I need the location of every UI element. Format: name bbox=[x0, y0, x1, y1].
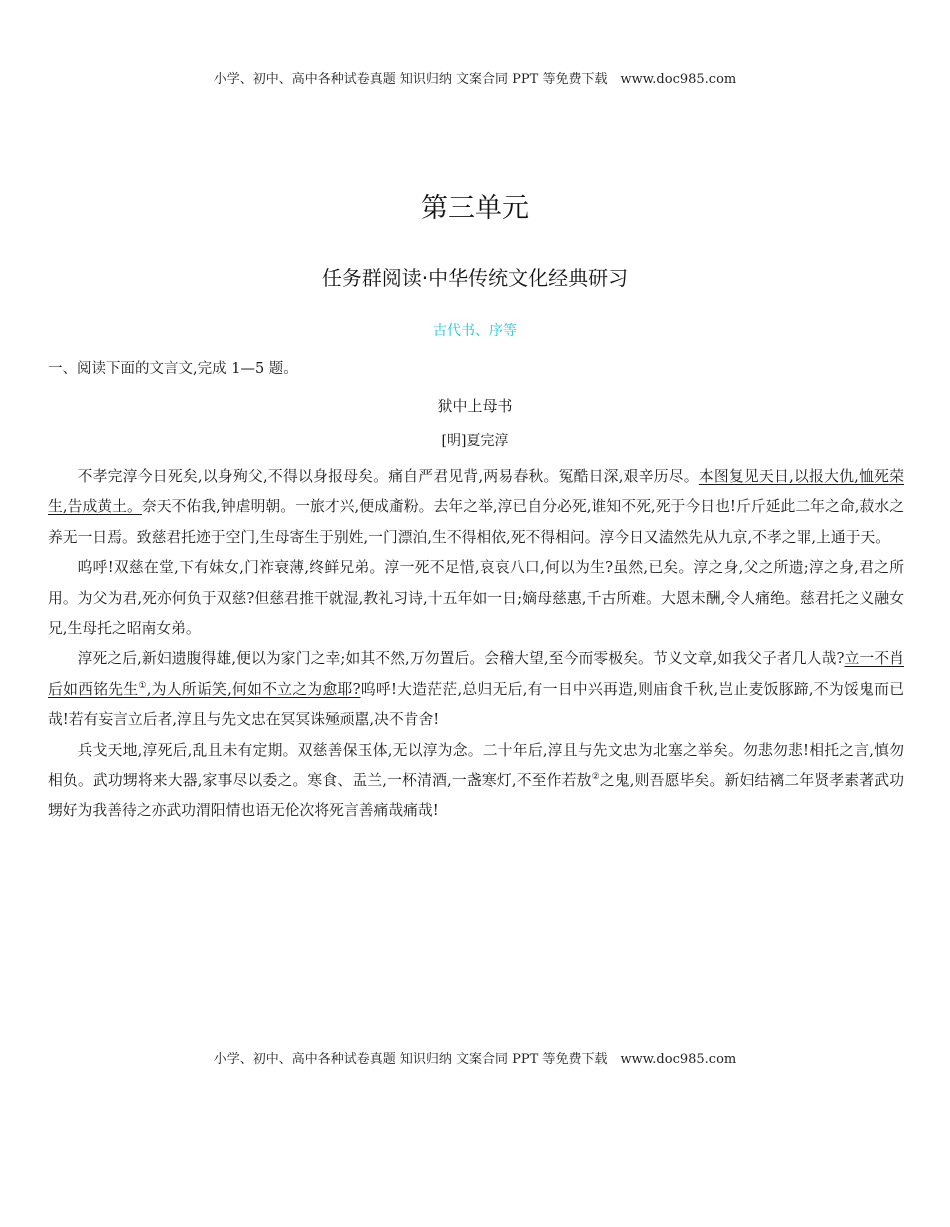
section-label: 古代书、序等 bbox=[433, 323, 517, 339]
text-segment: 淳死之后,新妇遗腹得雄,便以为家门之幸;如其不然,万勿置后。会稽大望,至今而零极矣。节义文章,如我父子者几人哉? bbox=[77, 650, 845, 668]
text-segment: 呜呼!双慈在堂,下有妹女,门祚衰薄,终鲜兄弟。淳一死不足惜,哀哀八口,何以为生?虽然,已矣。淳之身,父之所遗;淳之身,君之所用。为父为君,死亦何负于双慈?但慈君推干就湿,教礼习诗,十五年如一日;嫡母慈惠,千古所难。大恩未酬,令人痛绝。慈君托之义融女兄,生母托之昭南女弟。 bbox=[48, 559, 904, 638]
unit-title: 第三单元 bbox=[421, 193, 529, 224]
question-instruction: 一、阅读下面的文言文,完成 1—5 题。 bbox=[48, 361, 298, 377]
page-header: 小学、初中、高中各种试卷真题 知识归纳 文案合同 PPT 等免费下载 www.doc985.com bbox=[213, 72, 737, 87]
text-segment: 之鬼,则吾愿毕矣。新妇结褵二年贤孝素著武功甥好为我善待之亦武功渭阳情也语无伦次将死言善痛哉痛哉! bbox=[48, 772, 904, 820]
underlined-sentence: 本图复见天日,以报大仇,恤死荣生,告成黄土。 bbox=[48, 468, 904, 516]
page-footer: 小学、初中、高中各种试卷真题 知识归纳 文案合同 PPT 等免费下载 www.doc985.com bbox=[213, 1052, 737, 1067]
underlined-sentence: 立一不肖后如西铭先生①,为人所诟笑,何如不立之为愈耶? bbox=[48, 650, 904, 698]
essay-title: 狱中上母书 bbox=[437, 397, 513, 415]
paragraph-3 bbox=[48, 644, 904, 735]
text-segment: 呜呼!大造茫茫,总归无后,有一日中兴再造,则庙食千秋,岂止麦饭豚蹄,不为馁鬼而已哉!若有妄言立后者,淳且与先文忠在冥冥诛殛顽嚚,决不肯舍! bbox=[48, 680, 904, 729]
essay-author: [明]夏完淳 bbox=[441, 433, 509, 449]
paragraph-1 bbox=[48, 462, 904, 553]
footnote-marker: ① bbox=[138, 680, 147, 691]
footnote-marker: ② bbox=[591, 772, 600, 783]
text-segment: 不孝完淳今日死矣,以身殉父,不得以身报母矣。痛自严君见背,两易春秋。冤酷日深,艰辛历尽。 bbox=[77, 468, 699, 485]
paragraph-2 bbox=[48, 553, 904, 644]
unit-subtitle: 任务群阅读·中华传统文化经典研习 bbox=[321, 266, 629, 290]
text-segment: 兵戈天地,淳死后,乱且未有定期。双慈善保玉体,无以淳为念。二十年后,淳且与先文忠为北塞之举矣。勿悲勿悲!相托之言,慎勿相负。武功甥将来大器,家事尽以委之。寒食、盂兰,一杯清酒,一盏寒灯,不至作若敖 bbox=[48, 741, 904, 790]
paragraph-4 bbox=[48, 736, 904, 827]
essay-body bbox=[48, 462, 904, 827]
text-segment: 奈天不佑我,钟虐明朝。一旅才兴,便成齑粉。去年之举,淳已自分必死,谁知不死,死于今日也!斤斤延此二年之命,菽水之养无一日焉。致慈君托迹于空门,生母寄生于别姓,一门漂泊,生不得相依,死不得相问。淳今日又溘然先从九京,不孝之罪,上通于天。 bbox=[48, 498, 904, 546]
